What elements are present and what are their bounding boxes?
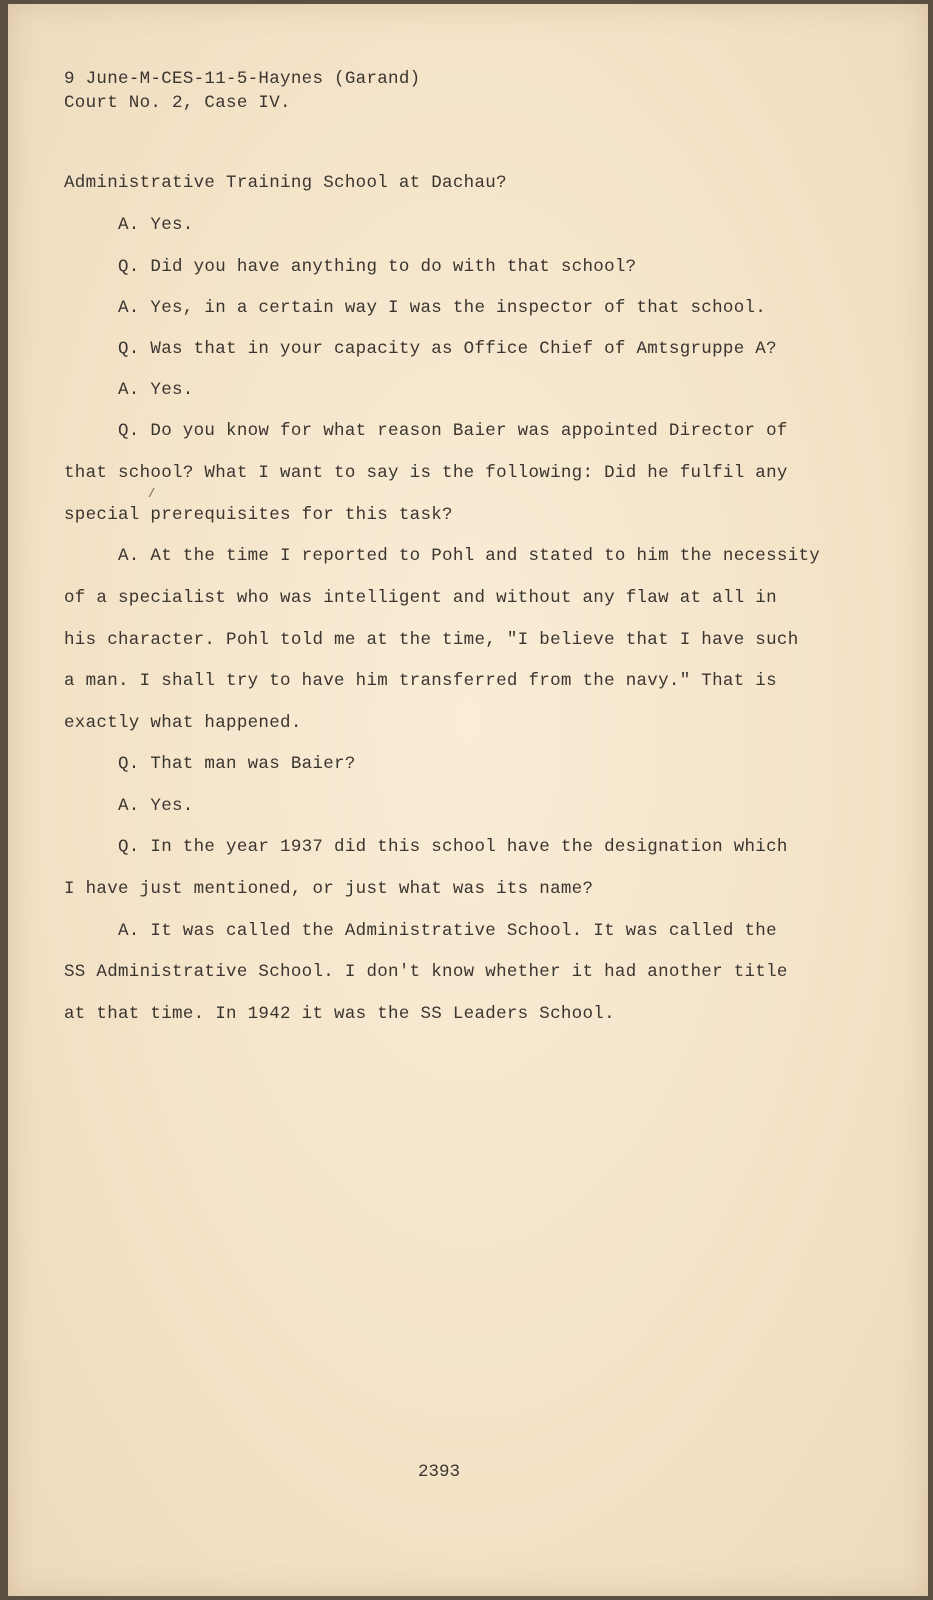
body-line-15: Q. That man was Baier? — [118, 754, 356, 774]
body-line-8: that school? What I want to say is the following: Did he fulfil any — [64, 463, 788, 483]
body-line-14: exactly what happened. — [64, 713, 302, 733]
body-line-2: A. Yes. — [118, 215, 194, 235]
body-line-21: at that time. In 1942 it was the SS Leaders School. — [64, 1004, 615, 1024]
header-court-case: Court No. 2, Case IV. — [64, 93, 291, 113]
page-number: 2393 — [418, 1462, 461, 1482]
body-line-5: Q. Was that in your capacity as Office Chief of Amtsgruppe A? — [118, 339, 777, 359]
stray-mark: / — [148, 487, 156, 501]
document-page — [8, 4, 928, 1596]
body-line-4: A. Yes, in a certain way I was the inspector of that school. — [118, 298, 767, 318]
body-line-7: Q. Do you know for what reason Baier was appointed Director of — [118, 421, 788, 441]
body-line-16: A. Yes. — [118, 796, 194, 816]
body-line-6: A. Yes. — [118, 380, 194, 400]
body-line-12: his character. Pohl told me at the time, "I believe that I have such — [64, 630, 799, 650]
body-line-10: A. At the time I reported to Pohl and stated to him the necessity — [118, 546, 821, 566]
body-line-1: Administrative Training School at Dachau? — [64, 173, 507, 193]
body-line-17: Q. In the year 1937 did this school have the designation which — [118, 837, 788, 857]
body-line-13: a man. I shall try to have him transferred from the navy." That is — [64, 671, 777, 691]
header-reference: 9 June-M-CES-11-5-Haynes (Garand) — [64, 69, 421, 89]
body-line-20: SS Administrative School. I don't know whether it had another title — [64, 962, 788, 982]
body-line-11: of a specialist who was intelligent and without any flaw at all in — [64, 588, 777, 608]
body-line-19: A. It was called the Administrative School. It was called the — [118, 921, 777, 941]
body-line-3: Q. Did you have anything to do with that school? — [118, 257, 637, 277]
body-line-18: I have just mentioned, or just what was its name? — [64, 879, 594, 899]
body-line-9: special prerequisites for this task? — [64, 505, 453, 525]
